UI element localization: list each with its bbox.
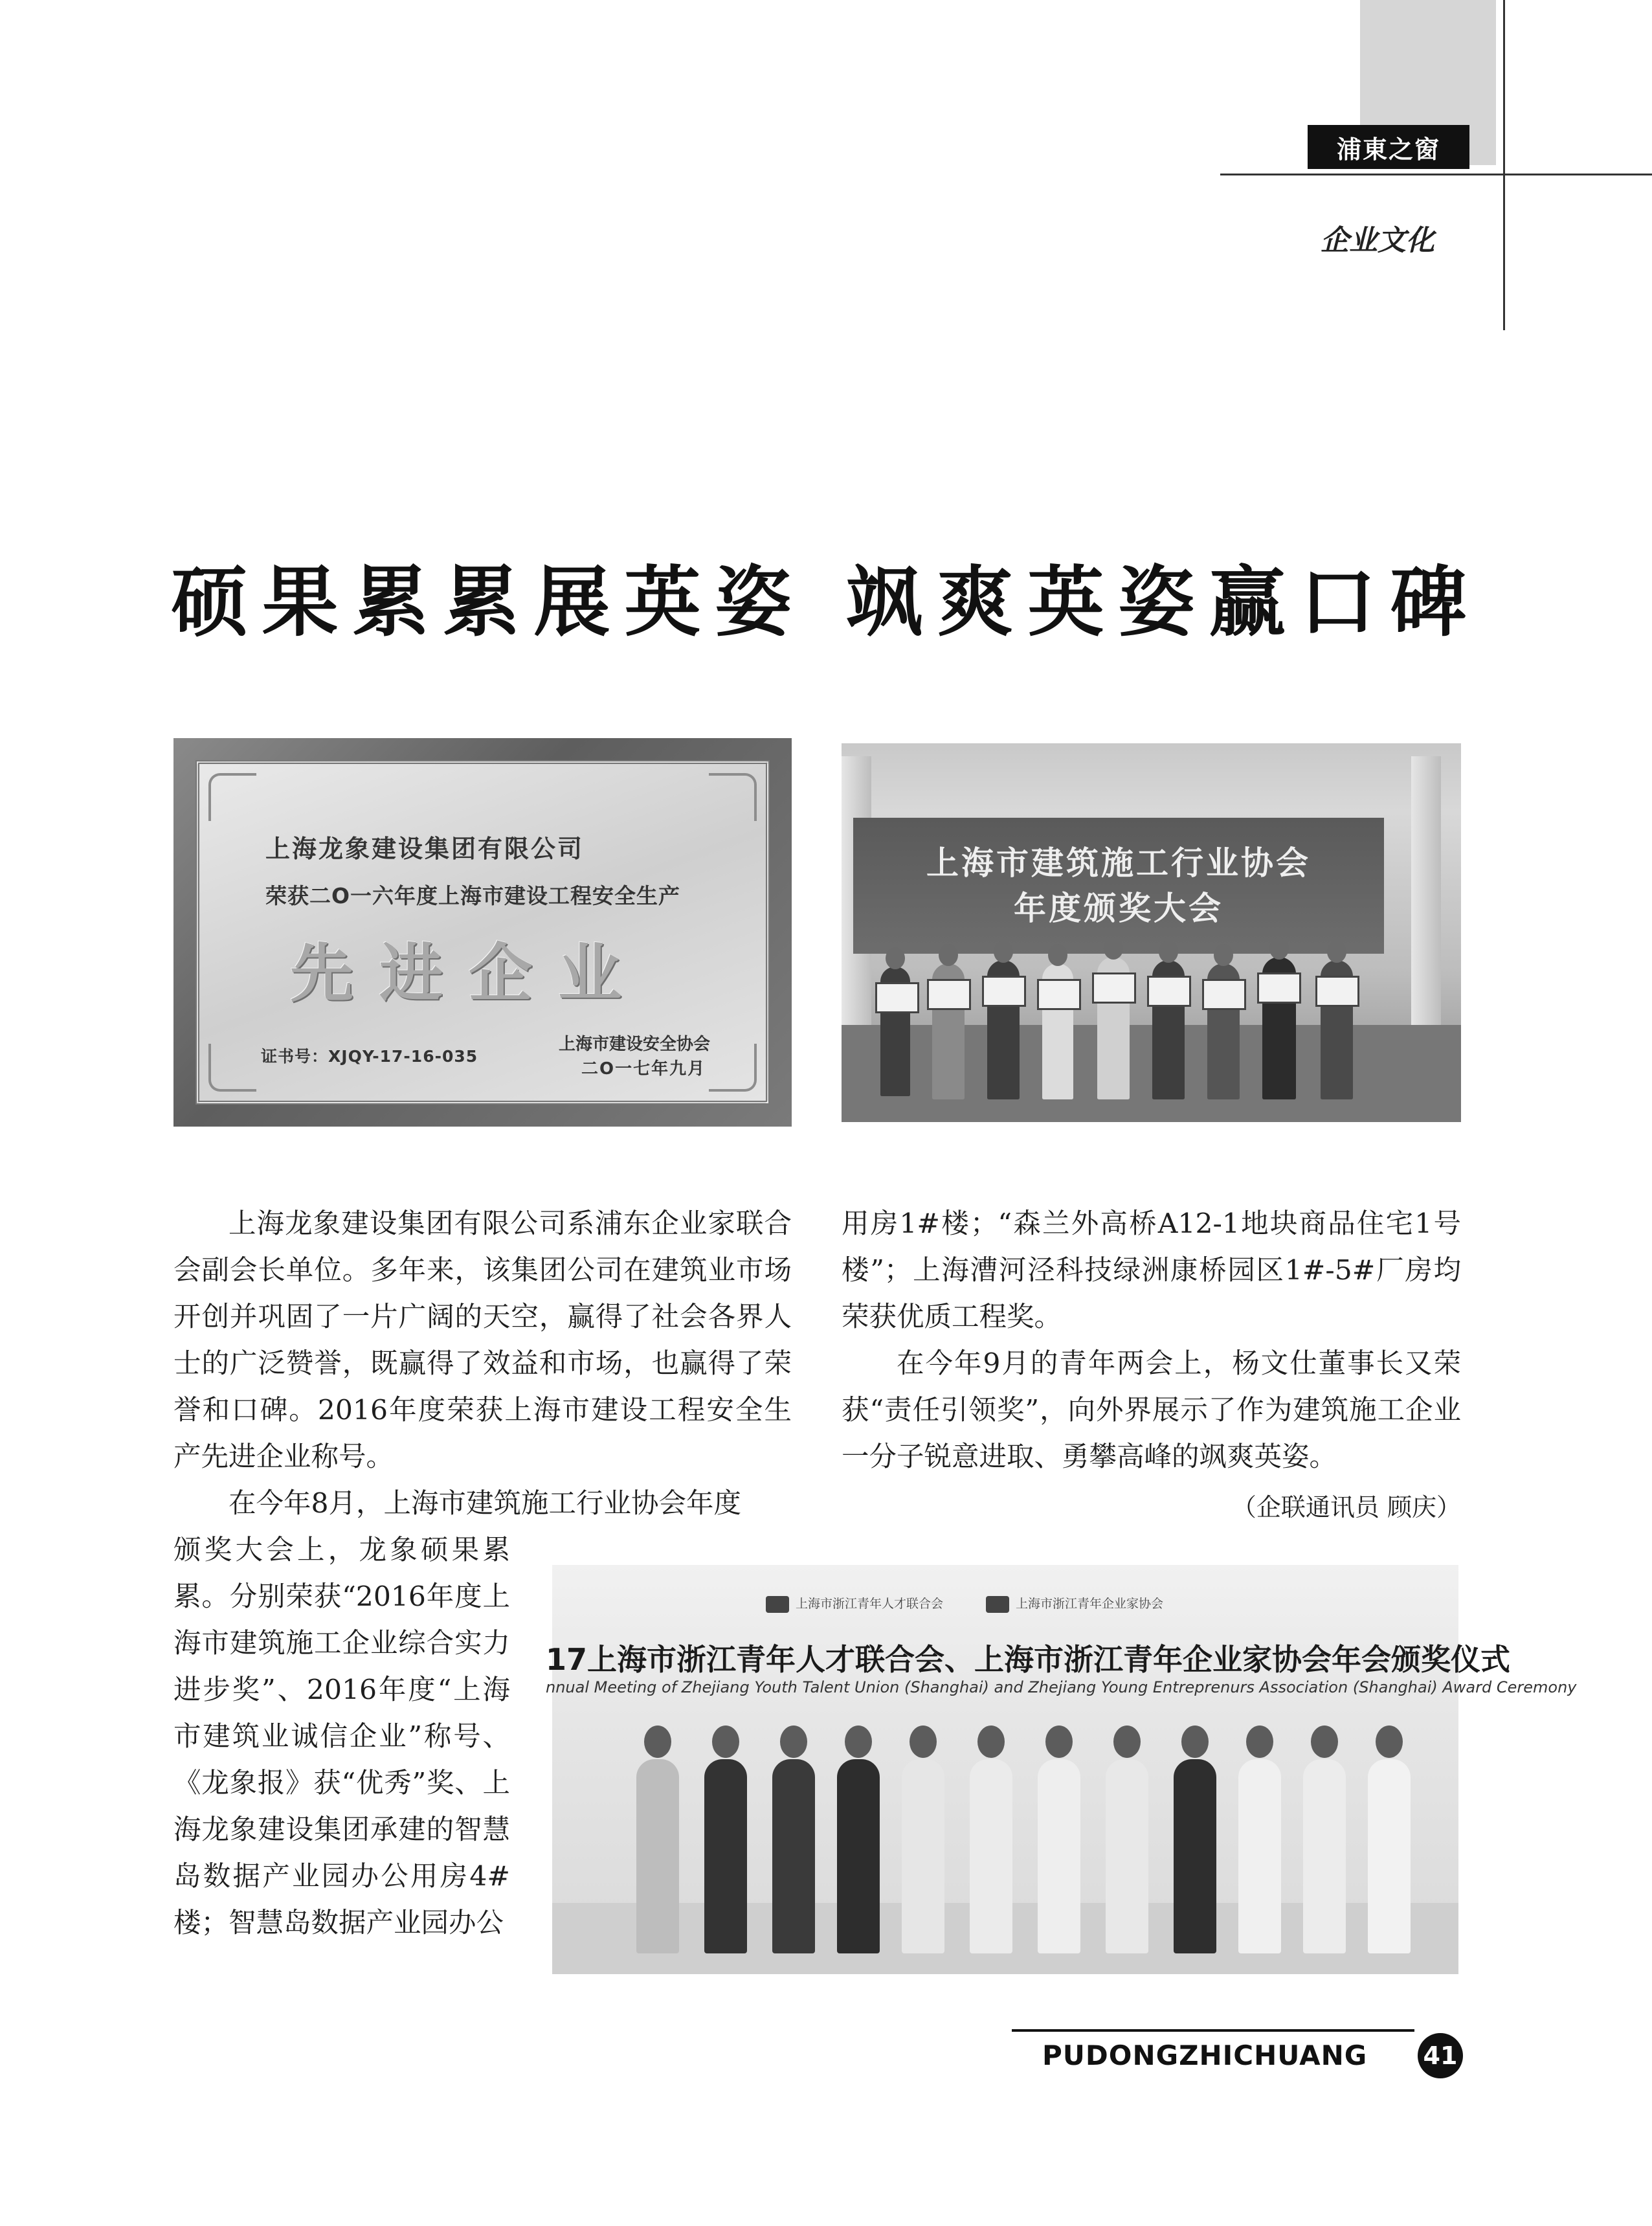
ornament-corner	[208, 773, 256, 821]
section-label: 企业文化	[1321, 224, 1434, 257]
paragraph-2-first-line: 在今年8月，上海市建筑施工行业协会年度	[229, 1488, 742, 1520]
article-title: 硕果累累展英姿 飒爽英姿赢口碑	[171, 557, 1481, 647]
certificate-number: 证书号：XJQY-17-16-035	[261, 1047, 478, 1066]
stage-banner	[853, 818, 1384, 954]
awardee	[1174, 1759, 1216, 1953]
certificate-date: 二O一七年九月	[581, 1059, 706, 1079]
certificate-photo	[173, 738, 792, 1127]
logo-entrepreneurs-association: 上海市浙江青年企业家协会	[986, 1594, 1163, 1613]
logo-row	[766, 1594, 1219, 1620]
footer-magazine-name: PUDONGZHICHUANG	[1042, 2040, 1368, 2071]
awardee	[772, 1759, 815, 1953]
page-number: 41	[1418, 2033, 1463, 2078]
awardee	[902, 1759, 944, 1953]
awardee	[970, 1759, 1012, 1953]
awardee	[1303, 1759, 1346, 1953]
ceremony-banner-subtitle: nnual Meeting of Zhejiang Youth Talent Union (Shanghai) and Zhejiang Young Entreprenurs Association (Shanghai) Award Ceremony	[546, 1678, 1577, 1696]
banner-line-1: 上海市建筑施工行业协会	[926, 844, 1311, 882]
certificate-issuer: 上海市建设安全协会	[559, 1035, 711, 1054]
logo-talent-union: 上海市浙江青年人才联合会	[766, 1594, 943, 1613]
certificate-company: 上海龙象建设集团有限公司	[265, 835, 585, 863]
awardee	[837, 1759, 880, 1953]
awardee	[987, 960, 1020, 1099]
header-horizontal-rule	[1220, 174, 1652, 175]
awardee	[1238, 1759, 1281, 1953]
certificate-award: 荣获二O一六年度上海市建设工程安全生产	[265, 883, 681, 908]
awardee	[636, 1759, 679, 1953]
awardee	[1038, 1759, 1080, 1953]
awardee	[1042, 963, 1073, 1099]
ceremony-photo-zhejiang-youth	[546, 1565, 1577, 1974]
paragraph-2-continuation: 颁奖大会上，龙象硕果累累。分别荣获“2016年度上海市建筑施工企业综合实力进步奖”、2016年度“上海市建筑业诚信企业”称号、《龙象报》获“优秀”奖、上海龙象建设集团承建的智慧岛数据产业园办公用房4#楼；智慧岛数据产业园办公	[173, 1535, 510, 1939]
ornament-corner	[709, 773, 757, 821]
ornament-corner	[208, 1044, 256, 1092]
awardee	[1262, 957, 1296, 1099]
byline: （企联通讯员 顾庆）	[1231, 1493, 1461, 1522]
ceremony-banner-title: 17上海市浙江青年人才联合会、上海市浙江青年企业家协会年会颁奖仪式	[546, 1642, 1511, 1677]
awardee	[1097, 957, 1130, 1099]
awardee	[1321, 960, 1353, 1099]
awardee	[704, 1759, 747, 1953]
header-vertical-rule	[1503, 0, 1505, 330]
awardee	[1106, 1759, 1148, 1953]
magazine-brand-label: 浦東之窗	[1308, 125, 1469, 169]
awardee	[880, 967, 910, 1096]
ceremony-photo-construction-association	[842, 743, 1461, 1122]
awardee	[932, 963, 965, 1099]
certificate-title: 先进企业	[290, 937, 648, 1011]
paragraph-4: 在今年9月的青年两会上，杨文仕董事长又荣获“责任引领奖”，向外界展示了作为建筑施工企业一分子锐意进取、勇攀高峰的飒爽英姿。	[842, 1348, 1461, 1473]
paragraph-3: 用房1#楼；“森兰外高桥A12-1地块商品住宅1号楼”；上海漕河泾科技绿洲康桥园区1#-5#厂房均荣获优质工程奖。	[842, 1208, 1461, 1333]
ornament-corner	[709, 1044, 757, 1092]
awardee	[1152, 960, 1185, 1099]
footer-rule	[1012, 2029, 1414, 2032]
paragraph-1: 上海龙象建设集团有限公司系浦东企业家联合会副会长单位。多年来，该集团公司在建筑业市场开创并巩固了一片广阔的天空，赢得了社会各界人士的广泛赞誉，既赢得了效益和市场，也赢得了荣誉和口碑。2016年度荣获上海市建设工程安全生产先进企业称号。	[173, 1208, 792, 1473]
awardee	[1368, 1759, 1411, 1953]
certificate-plaque	[195, 760, 770, 1105]
awardee	[1207, 963, 1240, 1099]
banner-line-2: 年度颁奖大会	[1014, 890, 1223, 927]
